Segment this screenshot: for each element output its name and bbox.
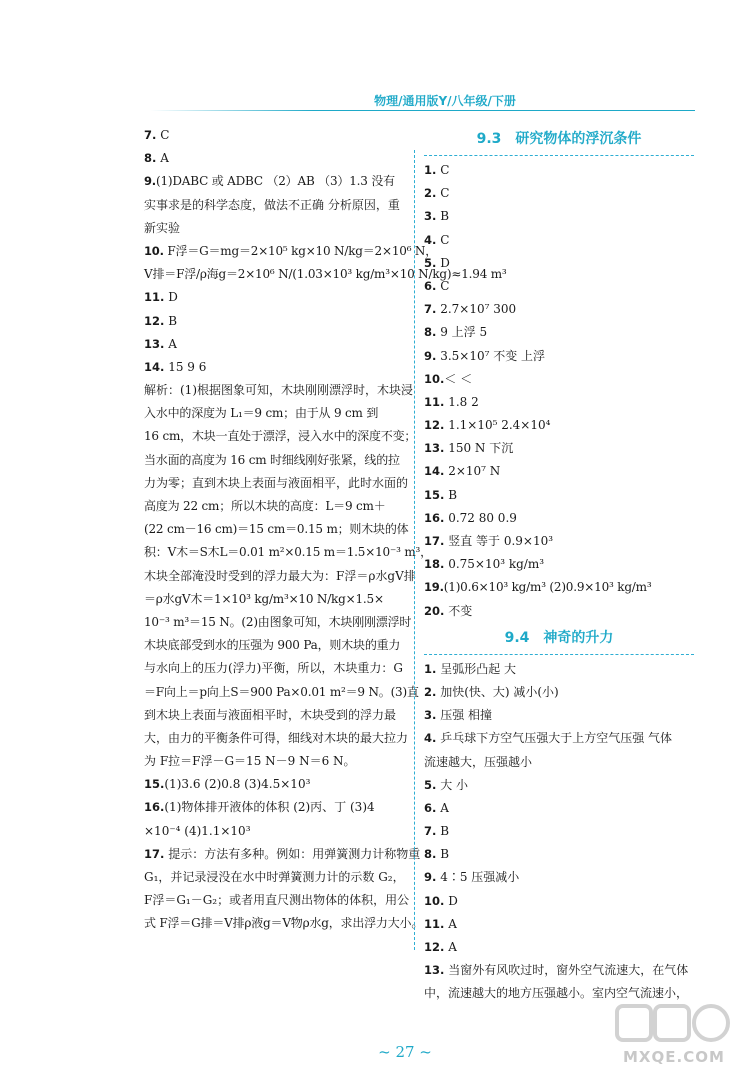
question-number: 2. (424, 186, 437, 201)
answer-text: 不变 (444, 603, 473, 618)
answer-text: C (436, 232, 450, 247)
page-number: ~ 27 ~ (378, 1043, 432, 1061)
question-number: 8. (424, 325, 437, 340)
question-number: 7. (424, 302, 437, 317)
answer-line (144, 356, 406, 379)
question-number: 12. (144, 313, 165, 328)
answer-text: A (444, 940, 457, 954)
answer-line (144, 425, 417, 448)
answer-line (144, 124, 406, 147)
question-number: 16. (424, 510, 445, 525)
question-number: 12. (424, 418, 445, 433)
answer-text: V排＝F浮/ρ海g＝2×10⁶ N/(1.03×10³ kg/m³×10 N/kg)≈1.94 m³ (144, 267, 507, 282)
question-number: 1. (424, 661, 437, 676)
answer-line (424, 275, 694, 298)
answer-text: 加快(快、大) 减小(小) (436, 684, 559, 699)
answer-text: 式 F浮＝G排＝V排ρ液g＝V物ρ水g，求出浮力大小。 (144, 916, 424, 931)
answer-line (424, 530, 694, 553)
answer-text: 积：V木＝S木L＝0.01 m²×0.15 m＝1.5×10⁻³ m³， (144, 545, 432, 560)
answer-text: 中，流速越大的地方压强越小。室内空气流速小， (424, 986, 689, 1001)
answer-line (144, 379, 413, 402)
answer-line (424, 890, 694, 913)
answer-line (424, 484, 694, 507)
section-number: 9.4 (504, 629, 530, 646)
page-header (0, 92, 750, 116)
answer-line (144, 147, 406, 170)
answer-line (144, 611, 412, 634)
answer-text: 实事求是的科学态度，做法不正确 分析原因，重 (144, 197, 400, 212)
answer-line (424, 182, 694, 205)
answer-line (144, 796, 406, 819)
answer-line (144, 449, 406, 472)
section-title-text: 研究物体的浮沉条件 (515, 131, 642, 147)
answer-text: 当水面的高度为 16 cm 时细线刚好张紧，线的拉 (144, 452, 400, 467)
answer-text: C (436, 278, 450, 293)
answer-line (144, 518, 409, 541)
answer-line (424, 681, 694, 704)
answer-text: ＜ ＜ (444, 371, 473, 386)
answer-text: 9 上浮 5 (436, 325, 488, 340)
answer-line (144, 240, 438, 263)
answer-text: 16 cm，木块一直处于漂浮，浸入水中的深度不变； (144, 429, 417, 444)
section-rule (424, 155, 694, 157)
answer-line (424, 252, 694, 275)
answer-text: G₁，并记录浸没在水中时弹簧测力计的示数 G₂， (144, 870, 405, 884)
answer-line (144, 565, 416, 588)
answer-line (424, 704, 694, 727)
answer-line (144, 310, 406, 333)
question-number: 10. (424, 893, 445, 908)
answer-line (424, 460, 694, 483)
question-number: 13. (424, 963, 445, 978)
header-rule (150, 110, 695, 111)
answer-text: A (436, 800, 449, 815)
answer-line (424, 368, 694, 391)
answer-text: B (436, 847, 450, 862)
answer-text: B (436, 824, 450, 839)
answer-line (144, 681, 419, 704)
section-9-4-title (424, 623, 694, 654)
question-number: 4. (424, 731, 437, 746)
answer-text: 1.1×10⁵ 2.4×10⁴ (444, 418, 551, 433)
question-number: 7. (424, 824, 437, 839)
question-number: 17. (424, 534, 445, 548)
answer-text: A (164, 336, 177, 351)
answer-line (424, 553, 694, 576)
section-rule (424, 654, 694, 656)
answer-line (144, 495, 406, 518)
question-number: 15. (424, 487, 445, 502)
question-number: 5. (424, 255, 437, 270)
question-number: 14. (424, 464, 445, 479)
question-number: 14. (144, 359, 165, 374)
answer-text: 与水向上的压力(浮力)平衡，所以，木块重力：G (144, 661, 403, 676)
answer-line (424, 913, 694, 936)
answer-line (424, 843, 694, 866)
answer-text: 2×10⁷ N (444, 464, 501, 479)
answer-line (424, 298, 694, 321)
answer-text: 高度为 22 cm；所以木块的高度：L＝9 cm＋ (144, 499, 386, 513)
section-number: 9.3 (476, 131, 502, 147)
answer-line (144, 750, 406, 773)
question-number: 1. (424, 163, 437, 177)
right-column (424, 124, 694, 1006)
answer-text: 大，由力的平衡条件可得，细线对木块的最大拉力 (144, 730, 409, 745)
answer-text: A (444, 916, 457, 931)
answer-line (424, 797, 694, 820)
answer-line (424, 507, 694, 530)
answer-text: (1)3.6 (2)0.8 (3)4.5×10³ (164, 777, 311, 792)
question-number: 10. (144, 243, 164, 258)
answer-line (144, 217, 406, 240)
question-number: 17. (144, 846, 165, 861)
section-9-4-answers (424, 658, 694, 1006)
answer-text: 1.8 2 (444, 394, 479, 409)
answer-text: D (436, 255, 450, 270)
question-number: 13. (144, 336, 165, 351)
question-number: 6. (424, 278, 437, 293)
question-number: 18. (424, 557, 445, 572)
section-9-3-title (424, 124, 694, 155)
answer-text: D (164, 290, 178, 305)
answer-line (424, 820, 694, 843)
answer-line (424, 437, 694, 460)
answer-text: 15 9 6 (164, 359, 207, 374)
question-number: 9. (144, 174, 156, 189)
answer-line (144, 866, 406, 889)
answer-line (144, 472, 409, 495)
answer-text: 新实验 (144, 220, 181, 235)
answer-text: 150 N 下沉 (444, 441, 514, 456)
answer-line (144, 170, 406, 193)
answer-line (144, 263, 507, 286)
answer-line (424, 936, 694, 959)
answer-line (144, 820, 406, 843)
answer-line (424, 414, 694, 437)
answer-text: B (164, 313, 178, 328)
answer-line (424, 774, 694, 797)
question-number: 20. (424, 603, 445, 618)
answer-line (144, 843, 421, 866)
answer-text: 10⁻³ m³＝15 N。(2)由图象可知，木块刚刚漂浮时 (144, 614, 412, 629)
section-9-3-answers (424, 159, 694, 623)
answer-text: B (436, 209, 450, 224)
answer-line (144, 541, 432, 564)
question-number: 6. (424, 800, 437, 815)
header-title: 物理/通用版Y/八年级/下册 (374, 94, 516, 108)
question-number: 11. (144, 290, 165, 305)
question-number: 3. (424, 209, 437, 224)
answer-text: (1)物体排开液体的体积 (2)丙、丁 (3)4 (164, 800, 375, 815)
question-number: 11. (424, 394, 445, 409)
question-number: 10. (424, 371, 445, 386)
answer-text: C (436, 163, 450, 177)
answer-line (424, 658, 694, 681)
question-number: 19. (424, 580, 444, 595)
answer-text: 木块底部受到水的压强为 900 Pa，则木块的重力 (144, 638, 401, 653)
answer-text: 到木块上表面与液面相平时，木块受到的浮力最 (144, 707, 397, 722)
answer-line (424, 866, 694, 889)
answer-text: 为 F拉＝F浮－G＝15 N－9 N＝6 N。 (144, 754, 356, 769)
answer-text: 压强 相撞 (436, 708, 493, 723)
question-number: 13. (424, 441, 445, 456)
answer-text: C (156, 128, 170, 142)
answer-line (144, 912, 424, 935)
answer-text: 木块全部淹没时受到的浮力最大为：F浮＝ρ水gV排 (144, 568, 416, 583)
answer-text: 竖直 等于 0.9×10³ (444, 534, 554, 548)
answer-text: 3.5×10⁷ 不变 上浮 (436, 348, 546, 363)
answer-line (424, 391, 694, 414)
answer-line (144, 704, 406, 727)
answer-line (144, 588, 406, 611)
answer-line (144, 773, 406, 796)
question-number: 7. (144, 128, 157, 142)
answer-line (424, 600, 694, 623)
answer-line (144, 402, 406, 425)
question-number: 8. (144, 151, 157, 166)
answer-text: ＝F向上＝p向上S＝900 Pa×0.01 m²＝9 N。(3)直 (144, 684, 419, 699)
answer-text: C (436, 186, 450, 201)
answer-line (424, 321, 694, 344)
question-number: 9. (424, 348, 437, 363)
question-number: 5. (424, 777, 437, 792)
answer-text: 解析：(1)根据图象可知，木块刚刚漂浮时，木块浸 (144, 383, 413, 398)
answer-line (144, 727, 409, 750)
question-number: 16. (144, 800, 165, 815)
answer-text: D (444, 893, 458, 908)
answer-text: 呈弧形凸起 大 (436, 661, 517, 676)
answer-text: 2.7×10⁷ 300 (436, 302, 517, 317)
question-number: 2. (424, 684, 437, 699)
answer-text: 力为零；直到木块上表面与液面相平，此时水面的 (144, 475, 409, 490)
answer-line (424, 751, 694, 774)
question-number: 9. (424, 870, 437, 885)
answer-text: (22 cm－16 cm)＝15 cm＝0.15 m；则木块的体 (144, 522, 409, 537)
answer-line (424, 345, 694, 368)
answer-text: ＝ρ水gV木＝1×10³ kg/m³×10 N/kg×1.5× (144, 591, 384, 606)
answer-text: A (156, 151, 169, 166)
answer-line (144, 286, 406, 309)
answer-line (424, 159, 694, 182)
answer-line (144, 634, 406, 657)
answer-line (424, 576, 694, 599)
question-number: 3. (424, 708, 437, 723)
question-number: 12. (424, 940, 445, 954)
section-title-text: 神奇的升力 (543, 629, 614, 646)
answer-line (144, 194, 406, 217)
question-number: 4. (424, 232, 437, 247)
answer-line (144, 333, 406, 356)
answer-text: F浮＝G＝mg＝2×10⁵ kg×10 N/kg＝2×10⁶ N， (163, 243, 438, 258)
answer-text: 大 小 (436, 777, 469, 792)
question-number: 15. (144, 777, 165, 792)
answer-text: (1)DABC 或 ADBC （2）AB （3）1.3 没有 (155, 174, 395, 189)
answer-line (144, 657, 406, 680)
answer-text: 提示：方法有多种。例如：用弹簧测力计称物重 (164, 846, 421, 861)
answer-text: 0.72 80 0.9 (444, 510, 517, 525)
answer-text: 0.75×10³ kg/m³ (444, 557, 545, 572)
answer-text: 流速越大，压强越小 (424, 754, 533, 769)
watermark-logo (615, 1000, 745, 1074)
answer-text: 乒乓球下方空气压强大于上方空气压强 气体 (436, 731, 673, 746)
answer-text: 当窗外有风吹过时，窗外空气流速大，在气体 (444, 963, 689, 978)
answer-text: ×10⁻⁴ (4)1.1×10³ (144, 823, 251, 838)
answer-line (424, 229, 694, 252)
answer-text: F浮＝G₁－G₂；或者用直尺测出物体的体积，用公 (144, 893, 410, 908)
answer-text: (1)0.6×10³ kg/m³ (2)0.9×10³ kg/m³ (443, 580, 652, 595)
answer-line (424, 727, 694, 750)
question-number: 8. (424, 847, 437, 862)
answer-text: 入水中的深度为 L₁＝9 cm；由于从 9 cm 到 (144, 406, 379, 421)
answer-line (144, 889, 410, 912)
watermark-text: MXQE.COM (623, 1048, 725, 1066)
answer-line (424, 959, 694, 982)
answer-line (424, 205, 694, 228)
answer-text: B (444, 487, 458, 502)
question-number: 11. (424, 916, 445, 931)
answer-text: 4∶5 压强减小 (436, 870, 520, 885)
column-divider (414, 150, 415, 950)
